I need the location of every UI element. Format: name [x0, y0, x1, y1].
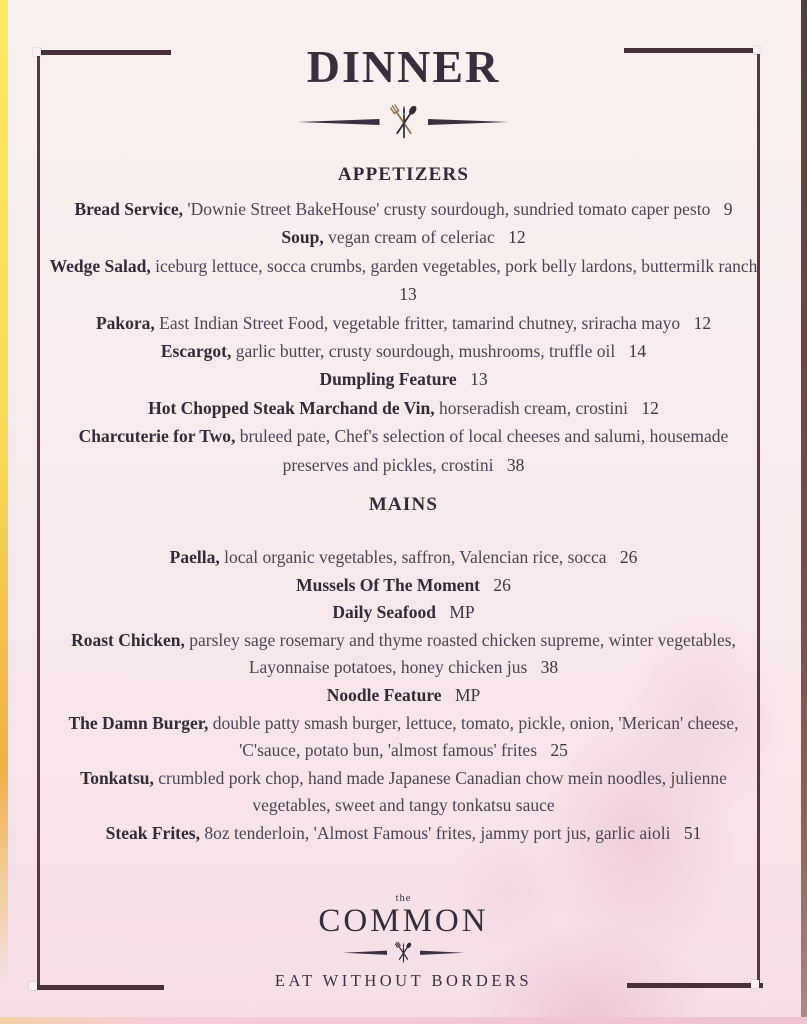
menu-item [48, 252, 759, 309]
menu-item [48, 599, 759, 627]
item-name: Pakora, [95, 312, 155, 333]
frame-corner-square [29, 982, 37, 990]
frame-corner-square [33, 48, 41, 56]
item-name: Mussels Of The Moment [296, 574, 481, 595]
item-name: Escargot, [160, 341, 232, 362]
photo-left-edge [0, 0, 8, 1024]
item-price: 26 [619, 547, 638, 568]
photo-bottom-edge [0, 1017, 807, 1024]
menu-item [48, 195, 759, 223]
menu-section [48, 494, 759, 848]
menu-item [48, 223, 759, 251]
item-name: Bread Service, [74, 199, 184, 219]
divider-line-left [343, 950, 387, 955]
footer-logo [48, 894, 759, 991]
frame-left-line [37, 55, 40, 989]
menu-item [48, 422, 759, 479]
item-price: 9 [723, 199, 733, 219]
item-name: Tonkatsu, [80, 767, 154, 788]
item-name: Daily Seafood [332, 602, 436, 623]
item-price: 13 [470, 369, 488, 390]
item-price: MP [449, 602, 475, 623]
logo-the: the [395, 892, 412, 904]
menu-item [48, 710, 759, 765]
divider-line-right [428, 119, 510, 126]
item-name: Soup, [281, 227, 324, 248]
item-description: local organic vegetables, saffron, Valencian rice, socca [224, 547, 607, 568]
item-price: 38 [506, 454, 525, 475]
item-name: Steak Frites, [105, 823, 200, 843]
menu-sections [48, 164, 759, 848]
item-name: Charcuterie for Two, [78, 426, 236, 447]
menu-item [48, 820, 759, 848]
menu-item [48, 572, 759, 600]
photo-right-edge [801, 0, 807, 1024]
item-name: Noodle Feature [326, 685, 442, 706]
divider-line-left [298, 119, 380, 126]
menu-item [48, 544, 759, 572]
menu-item [48, 394, 759, 422]
item-price: 26 [493, 574, 511, 595]
section-items [48, 544, 759, 848]
item-description: 'Downie Street BakeHouse' crusty sourdough, sundried tomato caper pesto [187, 199, 711, 219]
crossed-utensils-icon [385, 103, 423, 141]
divider-line-right [420, 950, 464, 955]
item-description: iceburg lettuce, socca crumbs, garden vegetables, pork belly lardons, buttermilk ranch [155, 255, 758, 276]
section-items [48, 195, 759, 479]
item-name: Roast Chicken, [71, 629, 185, 650]
item-description: garlic butter, crusty sourdough, mushrooms, truffle oil [235, 341, 616, 362]
menu-item [48, 337, 759, 365]
menu-title: DINNER [306, 41, 501, 92]
item-price: 51 [683, 823, 702, 843]
item-description: parsley sage rosemary and thyme roasted chicken supreme, winter vegetables, Layonnaise potatoes, honey chicken jus [189, 629, 736, 678]
item-description: East Indian Street Food, vegetable fritter, tamarind chutney, sriracha mayo [159, 312, 681, 333]
item-price: 13 [399, 284, 417, 305]
item-name: Wedge Salad, [49, 255, 151, 276]
photo-corner-shadow [789, 0, 807, 52]
item-name: The Damn Burger, [68, 712, 209, 733]
crossed-utensils-icon [392, 941, 415, 964]
item-description: bruleed pate, Chef's selection of local cheeses and salumi, housemade preserves and pickles, crostini [239, 426, 729, 475]
title-divider [48, 102, 759, 142]
item-name: Paella, [169, 547, 220, 568]
item-price: 38 [540, 657, 559, 678]
item-name: Hot Chopped Steak Marchand de Vin, [148, 397, 435, 418]
logo-brand: COMMON [318, 903, 489, 940]
item-price: MP [454, 685, 481, 706]
menu-item [48, 765, 759, 820]
item-price: 12 [641, 397, 659, 418]
item-name: Dumpling Feature [319, 369, 457, 390]
menu-page [48, 0, 759, 991]
section-title: APPETIZERS [337, 164, 470, 185]
item-description: double patty smash burger, lettuce, tomato, pickle, onion, 'Merican' cheese, 'C'sauce, potato bun, 'almost famous' frites [212, 712, 739, 761]
item-description: 8oz tenderloin, 'Almost Famous' frites, jammy port jus, garlic aioli [204, 823, 671, 843]
item-price: 14 [628, 341, 647, 362]
menu-item [48, 627, 759, 682]
item-description: crumbled pork chop, hand made Japanese Canadian chow mein noodles, julienne vegetables, sweet and tangy tonkatsu sauce [158, 767, 727, 816]
section-title: MAINS [368, 494, 439, 516]
item-price: 12 [693, 312, 712, 333]
menu-item [48, 365, 759, 393]
item-description: horseradish cream, crostini [439, 397, 629, 418]
item-price: 12 [508, 227, 526, 248]
menu-item [48, 309, 759, 337]
footer-divider [48, 941, 759, 965]
menu-section [48, 164, 759, 479]
item-description: vegan cream of celeriac [328, 227, 495, 248]
item-price: 25 [550, 740, 568, 761]
logo-tagline: EAT WITHOUT BORDERS [274, 970, 533, 990]
menu-item [48, 682, 759, 710]
